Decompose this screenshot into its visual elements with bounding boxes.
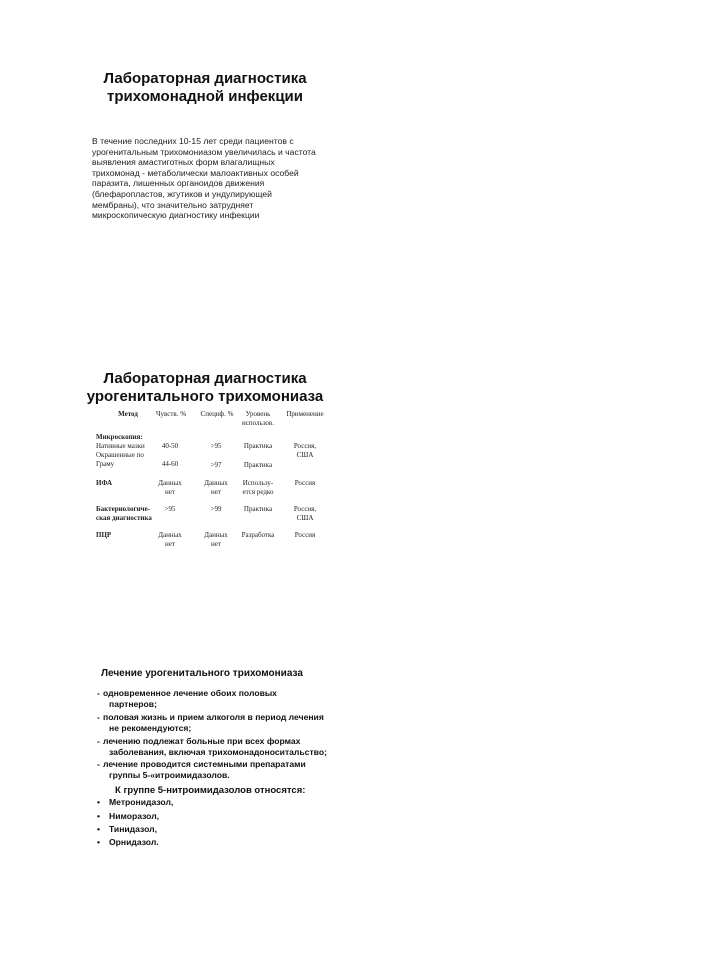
microscopy-usage: Россия, США <box>293 442 317 459</box>
diagnostics-table <box>94 410 329 550</box>
stained-sensitivity: 44-60 <box>161 460 179 468</box>
drug-list-item: • Ниморазол, <box>97 811 160 821</box>
row-pcr: ПЦР <box>96 531 112 539</box>
header-usage: Применение <box>286 410 324 418</box>
header-level: Уровень использов. <box>242 410 274 427</box>
treatment-item: - лечению подлежат больные при всех формах заболевания, включая трихомонадоноситальство; <box>97 736 327 757</box>
row-native-smears: Нативные мазки <box>96 442 145 450</box>
slide2-title: Лабораторная диагностика урогенитального трихомониаза <box>86 370 324 405</box>
slide-urogenital-diagnostics <box>0 320 717 640</box>
bullet-icon: • <box>97 811 101 821</box>
bact-specificity: >99 <box>210 505 222 513</box>
header-method: Метод <box>118 410 138 418</box>
pcr-usage: Россия <box>294 531 316 539</box>
pcr-level: Разработка <box>241 531 275 539</box>
native-level: Практика <box>243 442 273 450</box>
bact-sensitivity: >95 <box>164 505 176 513</box>
treatment-item: - половая жизнь и прием алкоголя в период лечения не рекомендуются; <box>97 712 324 733</box>
ifa-level: Использу- ется редко <box>242 479 274 496</box>
row-ifa: ИФА <box>96 479 113 487</box>
slide1-title: Лабораторная диагностика трихомонадной инфекции <box>103 70 307 105</box>
ifa-sensitivity: Данных нет <box>158 479 182 496</box>
ifa-specificity: Данных нет <box>204 479 228 496</box>
native-sensitivity: 40-50 <box>161 442 179 450</box>
pcr-specificity: Данных нет <box>204 531 228 548</box>
header-specificity: Специф. % <box>200 410 234 418</box>
native-specificity: >95 <box>210 442 222 450</box>
stained-level: Практика <box>243 461 273 469</box>
row-bacteriological: Бактериологиче- ская диагностика <box>96 505 152 522</box>
slide-trichomonad-diagnostics <box>0 0 717 320</box>
drug-list-item: • Метронидазол, <box>97 797 174 807</box>
slide1-paragraph: В течение последних 10-15 лет среди пациентов с урогенитальным трихомониазом увеличилась и частота выявления амастиготных форм влагалищных трихомонад - метаболически малоактивных особей паразита, лишенных органоидов движения (блефаропластов, жгутиков и ундулирующей мембраны), что значительно затрудняет микроскопическую диагностику инфекции <box>92 136 316 221</box>
bullet-icon: • <box>97 837 101 847</box>
nitroimidazole-heading: К группе 5-нитроимидазолов относятся: <box>115 785 306 796</box>
bact-level: Практика <box>243 505 273 513</box>
treatment-item: - лечение проводится системными препаратами группы 5-«итроимидазолов. <box>97 759 306 780</box>
slide-treatment <box>0 640 717 960</box>
pcr-sensitivity: Данных нет <box>158 531 182 548</box>
ifa-usage: Россия <box>294 479 316 487</box>
slide3-title: Лечение урогенитального трихомониаза <box>101 668 303 679</box>
bullet-icon: • <box>97 797 101 807</box>
drug-list-item: • Тинидазол, <box>97 824 157 834</box>
drug-list-item: • Орнидазол. <box>97 837 159 847</box>
header-sensitivity: Чувств. % <box>155 410 187 418</box>
bact-usage: Россия, США <box>293 505 317 522</box>
bullet-icon: • <box>97 824 101 834</box>
treatment-item: - одновременное лечение обоих половых партнеров; <box>97 688 277 709</box>
row-gram-stained: Окрашенные по Граму <box>96 451 144 468</box>
row-microscopy-label: Микроскопия: <box>96 433 143 441</box>
stained-specificity: >97 <box>210 461 222 469</box>
